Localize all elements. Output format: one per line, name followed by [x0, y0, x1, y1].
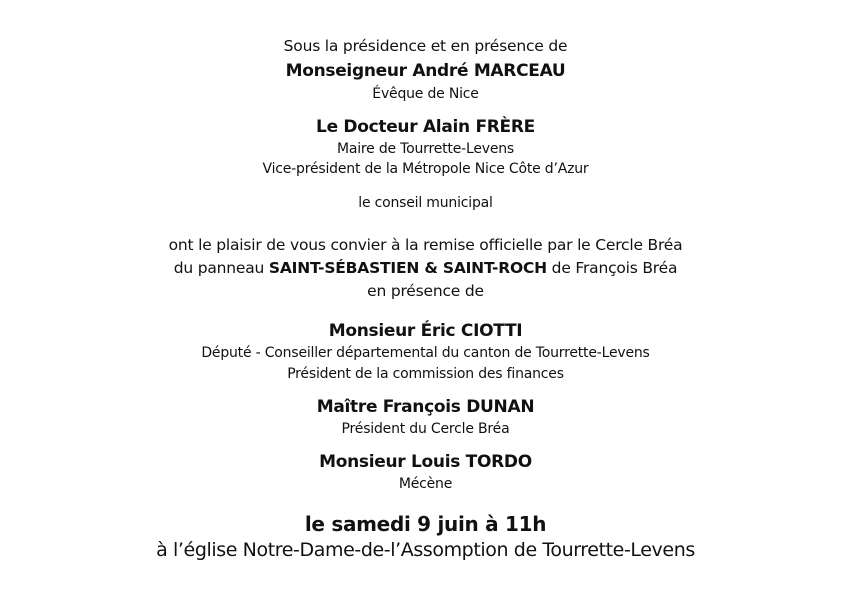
invitation-line-2 [0, 259, 851, 277]
panel-prefix: du panneau [173, 259, 269, 277]
deputy-name: Monsieur Éric CIOTTI [328, 321, 523, 341]
event-date: le samedi 9 juin à 11h [304, 512, 547, 536]
bishop-name: Monseigneur André MARCEAU [285, 61, 566, 81]
mayor-vice-title: Vice-président de la Métropole Nice Côte d’Azur [262, 161, 589, 177]
patron-name: Monsieur Louis TORDO [319, 452, 532, 472]
intro-text: Sous la présidence et en présence de [283, 37, 568, 55]
deputy-commission: Président de la commission des finances [287, 366, 564, 382]
mayor-name: Le Docteur Alain FRÈRE [316, 117, 535, 137]
invitation-line-1: ont le plaisir de vous convier à la remise officielle par le Cercle Bréa [168, 236, 683, 254]
event-venue: à l’église Notre-Dame-de-l’Assomption de Tourrette-Levens [156, 539, 695, 561]
lawyer-name: Maître François DUNAN [316, 397, 535, 417]
bishop-title: Évêque de Nice [372, 86, 479, 102]
deputy-title: Député - Conseiller départemental du canton de Tourrette-Levens [201, 345, 650, 361]
lawyer-title: Président du Cercle Bréa [341, 421, 510, 437]
mayor-title: Maire de Tourrette-Levens [336, 141, 515, 157]
panel-suffix: de François Bréa [546, 259, 678, 277]
panel-title: SAINT-SÉBASTIEN & SAINT-ROCH [268, 259, 547, 277]
patron-title: Mécène [398, 476, 453, 492]
council-text: le conseil municipal [358, 195, 493, 211]
invitation-line-3: en présence de [367, 282, 484, 300]
